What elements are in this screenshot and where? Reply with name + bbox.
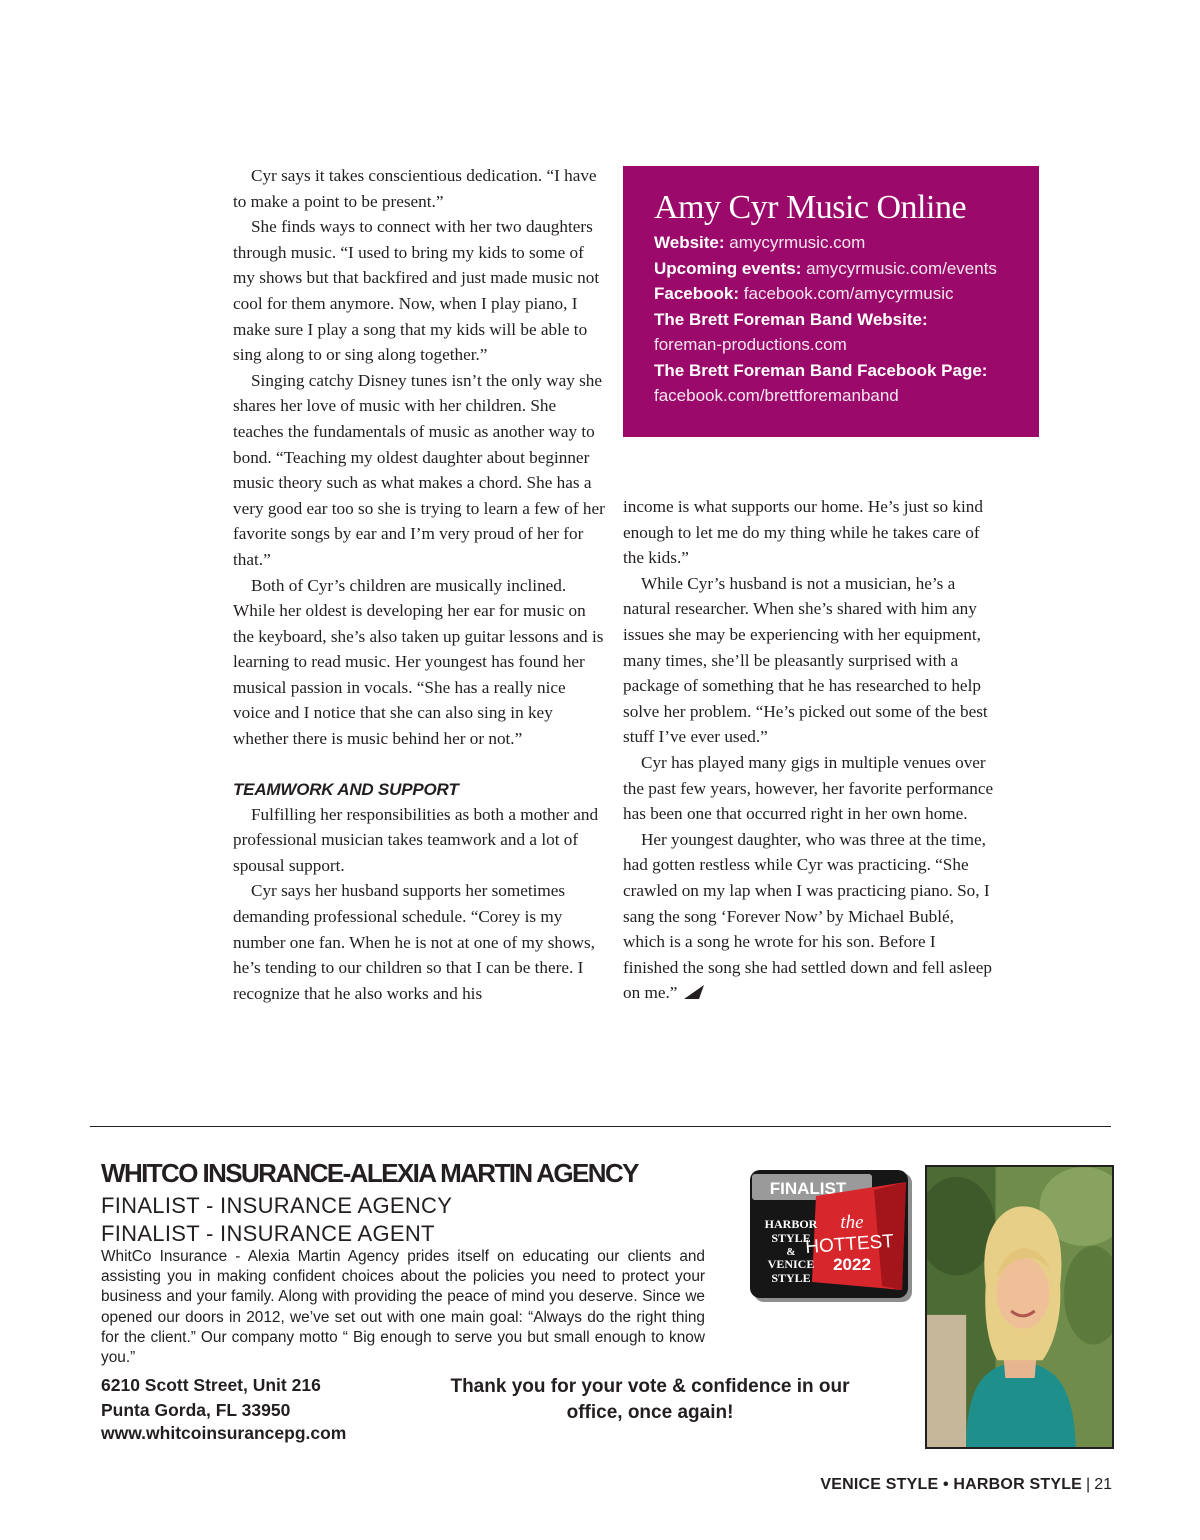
- article-last-text: Her youngest daughter, who was three at the time, had gotten restless while Cyr was practicing. “She crawled on my lap when I was practicing piano. So, I sang the song ‘Forever Now’ by Michael Bublé, which is a song he wrote for his son. Before I finished the song she had settled down and fell asleep on me.”: [623, 829, 992, 1003]
- article-right-column: [623, 494, 995, 1006]
- band-facebook-link[interactable]: facebook.com/brettforemanband: [654, 386, 899, 405]
- badge-brand-line3: VENICE: [767, 1257, 815, 1271]
- facebook-label: Facebook:: [654, 284, 740, 303]
- ad-company-name: WHITCO INSURANCE-ALEXIA MARTIN AGENCY: [101, 1158, 638, 1188]
- events-label: Upcoming events:: [654, 258, 802, 278]
- badge-brand-line2: STYLE: [771, 1231, 811, 1245]
- website-link[interactable]: amycyrmusic.com: [729, 233, 866, 252]
- sidebar-events-row: [654, 256, 1019, 282]
- article-paragraph: income is what supports our home. He’s just so kind enough to let me do my thing while he takes care of the kids.”: [623, 497, 983, 568]
- badge-brand-line4: STYLE: [771, 1271, 811, 1285]
- ad-divider: [90, 1126, 1111, 1127]
- article-paragraph: Cyr has played many gigs in multiple venues over the past few years, however, her favorite performance has been one that occurred right in her own home.: [623, 752, 994, 824]
- article-paragraph: Cyr says her husband supports her sometimes demanding professional schedule. “Corey is my number one fan. When he is not at one of my shows, he’s tending to our children so that I can be there. I recognize that he also works and his: [233, 881, 595, 1003]
- article-paragraph: Fulfilling her responsibilities as both a mother and professional musician takes teamwork and a lot of spousal support.: [233, 804, 599, 875]
- badge-the-text: the: [840, 1212, 864, 1233]
- hottest-2022-finalist-badge: [746, 1170, 912, 1302]
- agent-photo: [925, 1165, 1114, 1449]
- ad-description: WhitCo Insurance - Alexia Martin Agency prides itself on educating our clients and assisting you in making confident choices about the policies you need to protect your business and your family. Along with providing the peace of mind you deserve. Since we opened our doors in 2012, we’ve set out with one main goal: “Always do the right thing for the client.” Our company motto “ Big enough to serve you but small enough to know you.”: [101, 1248, 705, 1367]
- badge-brand-amp: &: [786, 1246, 796, 1258]
- footer-separator: |: [1086, 1476, 1091, 1493]
- ad-thank-you: Thank you for your vote & confidence in our office, once again!: [450, 1376, 850, 1423]
- article-paragraph: Cyr says it takes conscientious dedication. “I have to make a point to be present.”: [233, 166, 597, 211]
- band-website-label-text: The Brett Foreman Band Website:: [654, 309, 928, 329]
- sidebar-facebook-row: [654, 281, 1019, 307]
- badge-finalist-text: FINALIST: [769, 1179, 847, 1198]
- events-link[interactable]: amycyrmusic.com/events: [806, 258, 997, 278]
- badge-year-text: 2022: [833, 1255, 871, 1274]
- article-left-column: [233, 163, 605, 1006]
- band-facebook-row: [654, 383, 1019, 409]
- band-website-link[interactable]: foreman-productions.com: [654, 335, 847, 354]
- page-number: 21: [1094, 1476, 1112, 1493]
- sidebar-website-row: [654, 230, 1019, 256]
- article-paragraph: Singing catchy Disney tunes isn’t the only way she shares her love of music with her children. She teaches the fundamentals of music as another way to bond. “Teaching my oldest daughter about beginner music theory such as what makes a chord. She has a very good ear too so she is trying to learn a few of her favorite songs by ear and I’m very proud of her for that.”: [233, 370, 605, 569]
- band-facebook-label: [654, 358, 1019, 384]
- article-paragraph: While Cyr’s husband is not a musician, he’s a natural researcher. When she’s shared with him any issues she may be experiencing with her equipment, many times, she’ll be pleasantly surprised with a package of something that he has researched to help solve her problem. “He’s picked out some of the best stuff I’ve ever used.”: [623, 573, 988, 747]
- ad-website-link[interactable]: www.whitcoinsurancepg.com: [101, 1423, 347, 1443]
- footer-brand: VENICE STYLE • HARBOR STYLE: [820, 1476, 1083, 1493]
- band-website-label: [654, 307, 1019, 333]
- ad-address-city: Punta Gorda, FL 33950: [101, 1400, 291, 1420]
- article-paragraph: She finds ways to connect with her two daughters through music. “I used to bring my kids to some of my shows but that backfired and just made music not cool for them anymore. Now, when I play piano, I make sure I play a song that my kids will be able to sing along to or sing along together.”: [233, 217, 600, 365]
- page-footer: [820, 1474, 1112, 1496]
- ad-finalist-agent: FINALIST - INSURANCE AGENT: [101, 1221, 435, 1246]
- ad-finalist-agency: FINALIST - INSURANCE AGENCY: [101, 1193, 453, 1218]
- band-facebook-label-text: The Brett Foreman Band Facebook Page:: [654, 360, 988, 380]
- ad-address-street: 6210 Scott Street, Unit 216: [101, 1375, 321, 1395]
- website-label: Website:: [654, 233, 725, 252]
- sidebar-title: Amy Cyr Music Online: [654, 189, 967, 226]
- band-website-row: [654, 332, 1019, 358]
- end-mark-icon: [683, 984, 705, 1000]
- article-paragraph: Both of Cyr’s children are musically inclined. While her oldest is developing her ear for music on the keyboard, she’s also taken up guitar lessons and is learning to read music. Her youngest has found her musical passion in vocals. “She has a really nice voice and I notice that she can also sing in key whether there is music behind her or not.”: [233, 575, 604, 749]
- badge-hottest-text: HOTTEST: [804, 1230, 895, 1259]
- section-subhead: TEAMWORK AND SUPPORT: [233, 779, 459, 799]
- badge-brand-line1: HARBOR: [764, 1217, 818, 1231]
- article-paragraph-last: [623, 827, 995, 1006]
- facebook-link[interactable]: facebook.com/amycyrmusic: [743, 284, 954, 303]
- sidebar-box: [623, 166, 1039, 437]
